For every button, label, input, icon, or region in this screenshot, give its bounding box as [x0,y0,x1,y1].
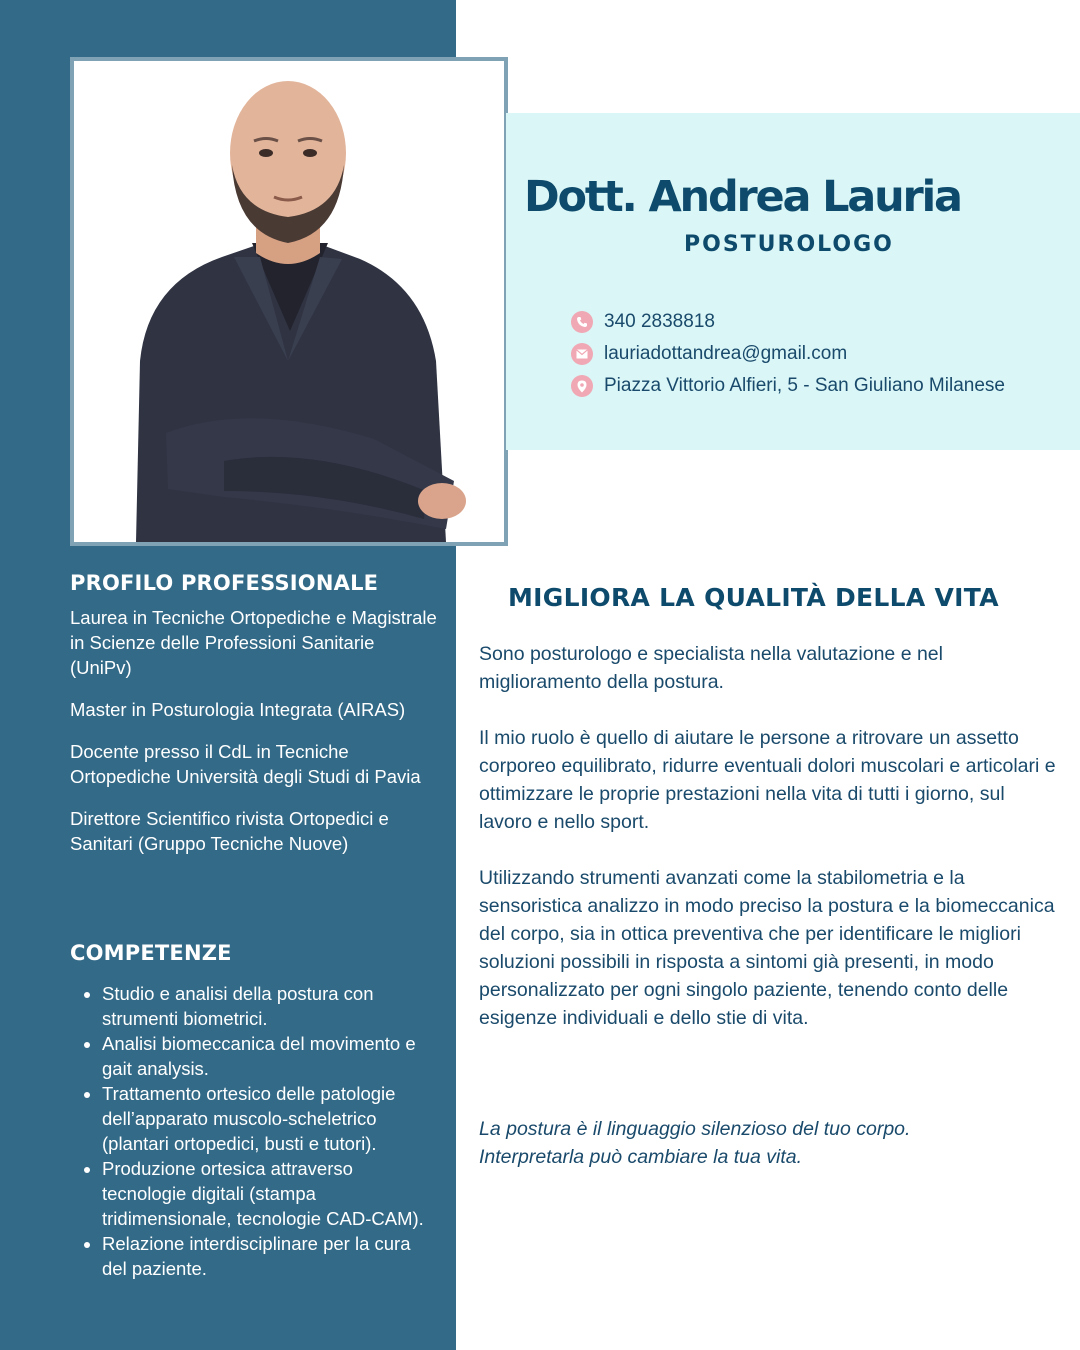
skills-title: COMPETENZE [70,941,232,965]
profile-title: PROFILO PROFESSIONALE [70,571,379,595]
profile-item: Direttore Scientifico rivista Ortopedici e Sanitari (Gruppo Tecniche Nuove) [70,808,389,854]
person-name: Dott. Andrea Lauria [524,172,961,222]
street-address: Piazza Vittorio Alfieri, 5 - San Giuliano Milanese [604,375,1005,396]
contact-email [571,338,1005,370]
profile-item: Docente presso il CdL in Tecniche Ortopediche Università degli Studi di Pavia [70,741,421,787]
job-title: POSTUROLOGO [684,232,894,257]
portrait-illustration [74,61,504,542]
skill-item: • Produzione ortesica attraverso tecnologie digitali (stampa tridimensionale, tecnologie CAD-CAM). [102,1156,440,1231]
closing-quote [479,1115,1059,1171]
phone-number[interactable]: 340 2838818 [604,311,715,332]
contact-address [571,370,1005,402]
contact-phone [571,306,1005,338]
skills-section [70,941,440,1281]
quote-line: La postura è il linguaggio silenzioso del tuo corpo. [479,1118,911,1140]
profile-item: Master in Posturologia Integrata (AIRAS) [70,699,406,720]
body-paragraph: Il mio ruolo è quello di aiutare le persone a ritrovare un assetto corporeo equilibrato, ridurre eventuali dolori muscolari e articolari e ottimizzare le proprie prestazioni nella vita di tutti i giorno, sul lavoro e nello sport. [479,727,1056,833]
skill-item: • Trattamento ortesico delle patologie dell’apparato muscolo-scheletrico (plantari ortopedici, busti e tutori). [102,1081,440,1156]
skill-item: • Relazione interdisciplinare per la cura del paziente. [102,1231,440,1281]
email-address[interactable]: lauriadottandrea@gmail.com [604,343,848,364]
phone-icon [571,311,593,333]
location-pin-icon [571,375,593,397]
quote-line: Interpretarla può cambiare la tua vita. [479,1146,803,1168]
skills-list [70,981,440,1281]
body-paragraph: Sono posturologo e specialista nella valutazione e nel miglioramento della postura. [479,643,943,693]
body-paragraph: Utilizzando strumenti avanzati come la stabilometria e la sensoristica analizzo in modo preciso la postura e la biomeccanica del corpo, sia in ottica preventiva che per identificare le migliori soluzioni possibili in risposta a sintomi già presenti, in modo personalizzato per ogni singolo paziente, tenendo conto delle esigenze individuali e dello stie di vita. [479,867,1055,1029]
skill-item: • Analisi biomeccanica del movimento e gait analysis. [102,1031,440,1081]
profile-section [70,571,440,873]
mail-icon [571,343,593,365]
contact-list [571,306,1005,402]
profile-item: Laurea in Tecniche Ortopediche e Magistrale in Scienze delle Professioni Sanitarie (UniPv) [70,607,437,678]
portrait-photo [70,57,508,546]
skill-item: • Studio e analisi della postura con strumenti biometrici. [102,981,440,1031]
main-body [479,640,1059,1060]
main-heading: MIGLIORA LA QUALITÀ DELLA VITA [508,583,999,612]
